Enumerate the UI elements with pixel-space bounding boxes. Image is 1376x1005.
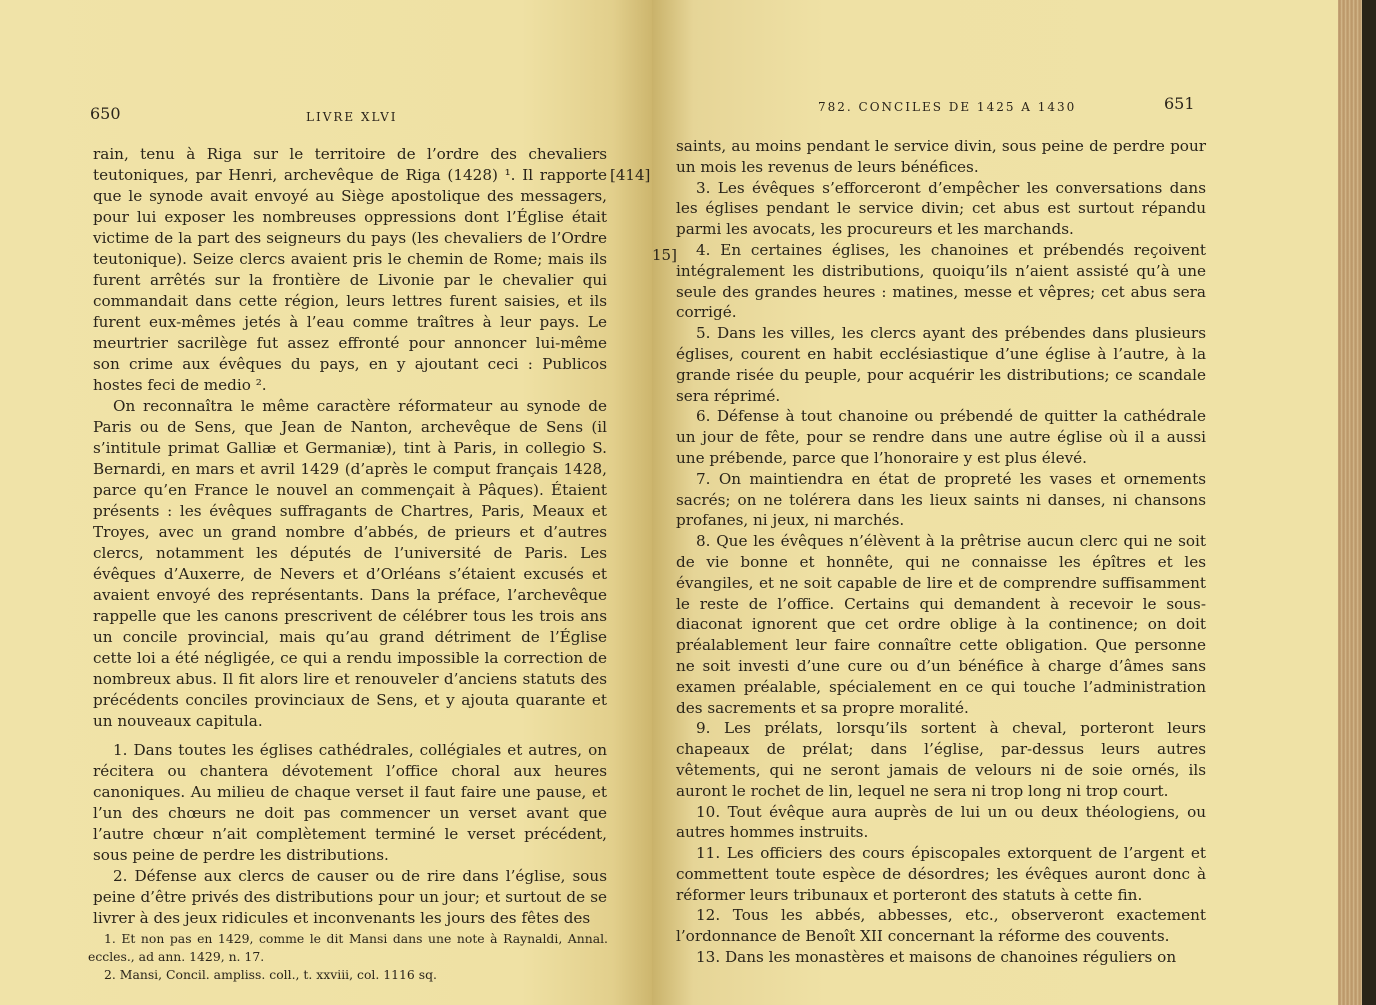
right-canon-10: 10. Tout évêque aura auprès de lui un ou deux théologiens, ou autres hommes instruits. [676,802,1206,842]
footnote-1: 1. Et non pas en 1429, comme le dit Mansi dans une note à Raynaldi, Annal. eccles., ad ann. 1429, n. 17. [88,931,608,964]
left-paragraph-1: rain, tenu à Riga sur le territoire de l’ordre des chevaliers teutoniques, par Henri, archevêque de Riga (1428) ¹. Il rapporte que le synode avait envoyé au Siège apostolique des messagers, pour lui exposer les nombreuses oppressions dont l’Église était victime de la part des seigneurs du pays (les chevaliers de l’Ordre teutonique). Seize clercs avaient pris le chemin de Rome; mais ils furent arrêtés sur la frontière de Livonie par le chevalier qui commandait dans cette région, leurs lettres furent saisies, et ils furent eux-mêmes jetés à l’eau comme traîtres à leur pays. Le meurtrier sacrilège fut assez effronté pour annoncer lui-même son crime aux évêques du pays, en y ajoutant ceci : Publicos hostes feci de medio ². [93,145,607,394]
right-canon-7: 7. On maintiendra en état de propreté les vases et ornements sacrés; on ne tolérera dans les lieux saints ni danses, ni chansons profanes, ni jeux, ni marchés. [676,469,1206,530]
right-canon-11: 11. Les officiers des cours épiscopales extorquent de l’argent et commettent toute espèce de désordres; les évêques auront donc à réformer leurs tribunaux et porteront des statuts à cette fin. [676,844,1206,904]
footnote-2: 2. Mansi, Concil. ampliss. coll., t. xxviii, col. 1116 sq. [104,967,437,982]
left-canon-2: 2. Défense aux clercs de causer ou de rire dans l’église, sous peine d’être privés des distributions pour un jour; et surtout de se livrer à des jeux ridicules et inconvenants les jours des fêtes des [93,867,607,927]
right-canon-6: 6. Défense à tout chanoine ou prébendé de quitter la cathédrale un jour de fête, pour se rendre dans une autre église où il a aussi une prébende, parce que l’honoraire y est plus élevé. [676,407,1206,467]
right-page-number: 651 [1164,94,1195,113]
left-footnotes [88,930,608,984]
right-canon-3: 3. Les évêques s’efforceront d’empêcher les conversations dans les églises pendant le service divin; cet abus est surtout répandu parmi les avocats, les procureurs et les marchands. [676,178,1206,239]
left-page [0,0,652,1005]
right-page [652,0,1342,1005]
right-canon-12: 12. Tous les abbés, abbesses, etc., observeront exactement l’ordonnance de Benoît XII concernant la réforme des couvents. [676,906,1206,946]
left-page-number: 650 [90,104,121,123]
right-canon-9: 9. Les prélats, lorsqu’ils sortent à cheval, porteront leurs chapeaux de prélat; dans l’église, par-dessus leurs autres vêtements, qui ne seront jamais de velours ni de soie ornés, ils auront le rochet de lin, lequel ne sera ni trop long ni trop court. [676,719,1206,800]
left-canon-1: 1. Dans toutes les églises cathédrales, collégiales et autres, on récitera ou chantera dévotement l’office choral aux heures canoniques. Au milieu de chaque verset il faut faire une pause, et l’un des chœurs ne doit pas commencer un verset avant que l’autre chœur n’ait complètement terminé le verset précédent, sous peine de perdre les distributions. [93,741,607,864]
background-edge [1362,0,1376,1005]
right-margin-reference: 15] [652,246,677,264]
left-paragraph-2: On reconnaîtra le même caractère réformateur au synode de Paris ou de Sens, que Jean de Nanton, archevêque de Sens (il s’intitule primat Galliæ et Germaniæ), tint à Paris, in collegio S. Bernardi, en mars et avril 1429 (d’après le comput français 1428, parce qu’en France le nouvel an commençait à Pâques). Étaient présents : les évêques suffragants de Chartres, Paris, Meaux et Troyes, avec un grand nombre d’abbés, de prieurs et d’autres clercs, notamment les députés de l’université de Paris. Les évêques d’Auxerre, de Nevers et d’Orléans s’étaient excusés et avaient envoyé des représentants. Dans la préface, l’archevêque rappelle que les canons prescrivent de célébrer tous les trois ans un concile provincial, mais qu’au grand détriment de l’Église cette loi a été négligée, ce qui a rendu impossible la correction de nombreux abus. Il fit alors lire et renouveler d’anciens statuts des précédents conciles provinciaux de Sens, et y ajouta quarante et un nouveaux capitula. [93,397,607,730]
right-canon-5: 5. Dans les villes, les clercs ayant des prébendes dans plusieurs églises, courent en habit ecclésiastique d’une église à l’autre, à la grande risée du peuple, pour acquérir les distributions; ce scandale sera réprimé. [676,324,1206,405]
right-running-head: 782. CONCILES DE 1425 A 1430 [818,100,1077,114]
right-canon-13: 13. Dans les monastères et maisons de chanoines réguliers on [696,948,1177,967]
right-paragraph-1: saints, au moins pendant le service divin, sous peine de perdre pour un mois les revenus de leurs bénéfices. [676,137,1206,176]
right-text-block [676,136,1206,968]
right-canon-8: 8. Que les évêques n’élèvent à la prêtrise aucun clerc qui ne soit de vie bonne et honnête, qui ne connaisse les épîtres et les évangiles, et ne soit capable de lire et de comprendre suffisamment le reste de l’office. Certains qui demandent à recevoir le sous-diaconat ignorent que cet ordre oblige à la continence; on doit préalablement leur faire connaître cette obligation. Que personne ne soit investi d’une cure ou d’un bénéfice à charge d’âmes sans examen préalable, spécialement en ce qui touche l’administration des sacrements et sa propre moralité. [676,532,1206,717]
left-text-block [93,144,607,929]
left-running-head: LIVRE XLVI [306,110,398,124]
left-margin-reference: [414] [610,166,651,184]
right-canon-4: 4. En certaines églises, les chanoines et prébendés reçoivent intégralement les distributions, quoiqu’ils n’aient assisté qu’à une seule des grandes heures : matines, messe et vêpres; cet abus sera corrigé. [676,240,1206,322]
